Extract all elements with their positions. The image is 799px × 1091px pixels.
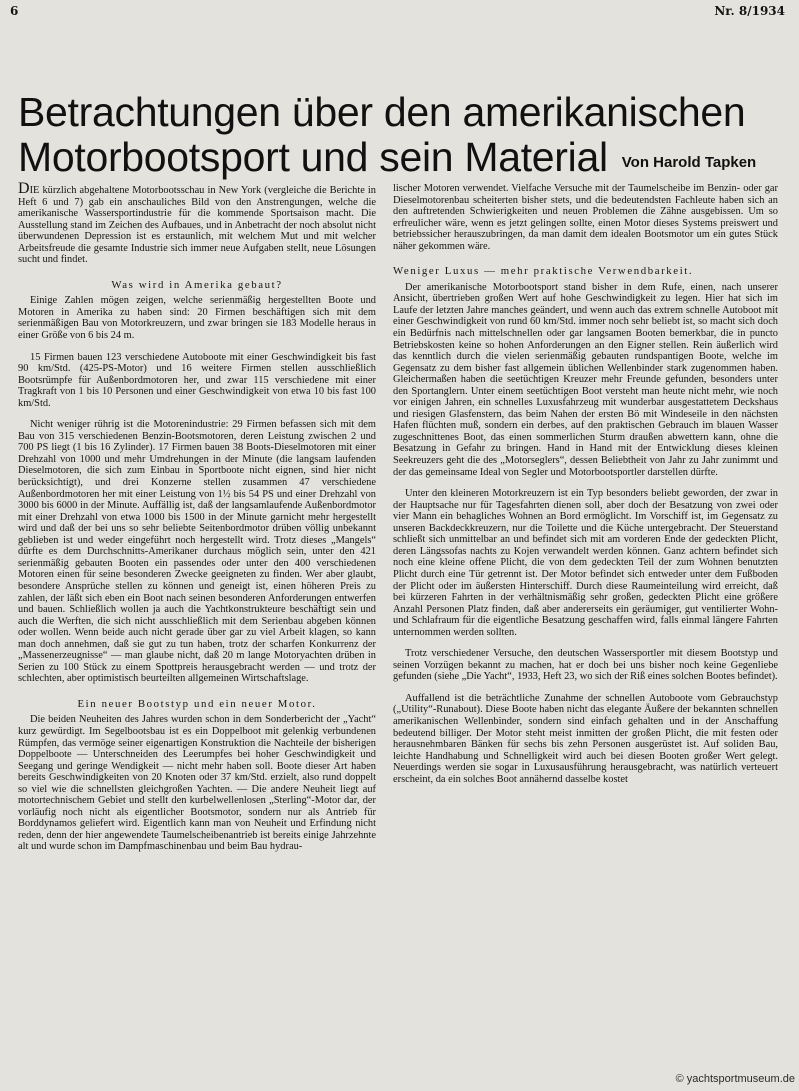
paragraph: Unter den kleineren Motorkreuzern ist ein Typ besonders beliebt geworden, der zwar in der Hauptsache nur für Tagesfahrten dienen soll, aber doch der Besatzung von zwei oder vier Mann ein behagliches Wohnen an Bord ermöglicht. Im Vorschiff ist, im Gegensatz zu unseren Backdeckkreuzern, nur die Toilette und die Küche untergebracht. Der Steuerstand schließt sich unmittelbar an und befindet sich mit am vorderen Ende der gedeckten Plicht, deren Längssofas nachts zu Kojen verwandelt werden können. Ganz achtern befindet sich noch eine kleine offene Plicht, die von dem gedeckten Teil der zum Wohnen benutzten Plicht durch eine Tür getrennt ist. Der Motor befindet sich entweder unter dem Fußboden der Plicht oder im äußersten Hinterschiff. Durch diese Raumeinteilung wird erreicht, daß bei kürzeren Fahrten in der verhältnismäßig sehr großen, gedeckten Plicht eine größere Anzahl Personen Platz finden, daß aber andererseits ein geräumiger, gut ventilierter Wohn- und Schlafraum für die eigentliche Besatzung geschaffen wird, falls einmal längere Fahrten unternommen werden sollten. (393, 488, 778, 638)
paragraph: Einige Zahlen mögen zeigen, welche serienmäßig hergestellten Boote und Motoren in Amerika zu haben sind: 20 Firmen beschäftigen sich mit dem serienmäßigen Bau von Motorkreuzern, und zwar bringen sie 183 Modelle heraus in einer Größe von 6 bis 24 m. (18, 295, 376, 342)
section-heading: Was wird in Amerika gebaut? (111, 278, 283, 291)
intro-paragraph: DIE kürzlich abgehaltene Motorbootsschau in New York (vergleiche die Berichte in Heft 6 und 7) gab ein anschauliches Bild von den Anstrengungen, welche die amerikanische Wassersportindustrie für die kommende Sportsaison macht. Die Ausstellung stand im Zeichen des Aufbaues, und in Anbetracht der noch absolut nicht überwundenen Depression ist es erstaunlich, mit welchem Mut und mit welcher Arbeitsfreude die gesamte Industrie sich immer neue Aufgaben stellt, neue Lösungen sucht und findet. (18, 180, 376, 266)
title-line-2: Motorbootsport und sein Material (18, 134, 608, 180)
paragraph: Die beiden Neuheiten des Jahres wurden schon in dem Sonderbericht der „Yacht“ kurz gewürdigt. Im Segelbootsbau ist es ein Doppelboot mit gelenkig verbundenen Rümpfen, das vermöge seiner eigenartigen Konstruktion die Nachteile der bisherigen Doppelboote — Unterschneiden des Leerumpfes bei hoher Geschwindigkeit und Seegang und geringe Wendigkeit — nicht mehr haben soll. Boote dieser Art haben bereits Geschwindigkeiten von 20 Knoten oder 37 km/Std. erzielt, also rund doppelt so viel wie die schnellsten gleichgroßen Yachten. — Die andere Neuheit liegt auf motortechnischem Gebiet und stellt den kurbelwellenlosen „Sterling“-Motor dar, der vorläufig noch nicht als eigentlicher Bootsmotor, sondern nur als Antrieb für Borddynamos geliefert wird. Eigentlich kann man von Neuheit und Erfindung nicht reden, denn der hier angewendete Taumelscheibenantrieb ist bereits einige Jahrzehnte alt und wurde schon im Dampfmaschinenbau und beim Bau hydrau- (18, 714, 376, 853)
section-heading: Ein neuer Bootstyp und ein neuer Motor. (77, 697, 317, 710)
author: Von Harold Tapken (621, 154, 757, 171)
drop-cap: D (18, 180, 30, 197)
paragraph: Trotz verschiedener Versuche, den deutschen Wassersportler mit diesem Bootstyp und seinen Vorzügen bekannt zu machen, hat er doch bei uns bisher noch keine Gegenliebe gefunden (siehe „Die Yacht“, 1933, Heft 23, wo sich der Riß eines solchen Bootes befindet). (393, 648, 778, 683)
page-number: 6 (10, 4, 19, 18)
paragraph: Auffallend ist die beträchtliche Zunahme der schnellen Autoboote vom Gebrauchstyp („Utility“-Runabout). Diese Boote haben nicht das elegante Äußere der bekannten schnellen amerikanischen Wellenbinder, sondern sind einfach gehalten und in der Anschaffung bedeutend billiger. Der Motor steht meist inmitten der großen Plicht, die mit festen oder herausnehmbaren Bänken für sechs bis zehn Personen ausgerüstet ist. Auf soliden Bau, leichte Handhabung und Schnelligkeit wird auch bei diesen Booten großer Wert gelegt. Neuerdings werden sie sogar in Luxusausführung herausgebracht, was natürlich verteuert erscheint, da ein solches Boot annähernd dasselbe kostet (393, 692, 778, 785)
paragraph: Nicht weniger rührig ist die Motorenindustrie: 29 Firmen befassen sich mit dem Bau von 315 verschiedenen Benzin-Bootsmotoren, deren Leistung zwischen 2 und 700 PS liegt (1 bis 16 Zylinder). 17 Firmen bauen 38 Boots-Dieselmotoren mit einer Drehzahl von 1000 und mehr Umdrehungen in der Minute (die langsam laufenden Dieselmotoren, die sich zum Einbau in Sportboote nicht eignen, sind hier nicht berücksichtigt), und drei Konzerne stellen zusammen 47 verschiedene Außenbordmotoren her mit einer Leistung von 1½ bis 54 PS und einer Drehzahl von 3000 bis 6000 in der Minute. Auffällig ist, daß der langsamlaufende Außenbordmotor mit einer Drehzahl von etwa 1000 bis 1500 in der Minute garnicht mehr hergestellt wird und daß der bei uns so sehr beliebte Seitenbordmotor drüben völlig unbekannt geblieben ist und weder eingeführt noch hergestellt wird. Trotz dieses „Mangels“ dürfte es dem Durchschnitts-Amerikaner durchaus möglich sein, unter den 421 serienmäßig gebauten Booten ein passendes oder unter den 400 verschiedenen Motoren einen für seine besonderen Zwecke geeigneten zu finden. Wer aber glaubt, besondere Ansprüche stellen zu können und geneigt ist, einen höheren Preis zu zahlen, der läßt sich eben ein Boot nach seinen besonderen Anforderungen entwerfen und bauen. Schließlich wollen ja auch die Yachtkonstrukteure beschäftigt sein und auch die Werften, die sich nicht ausschließlich mit dem Serienbau abgeben können oder wollen. Wenn beide auch nicht gerade über gar zu viel Arbeit klagen, so kann man doch annehmen, daß sie gut zu tun haben, trotz der scharfen Konkurrenz der „Massenerzeugnisse“ — man glaube nicht, daß 20 m lange Motoryachten drüben in Serien zu 100 Stück zu einem Spottpreis herausgebracht werden — und trotz der schlechten, aber optimistisch beurteilten allgemeinen Wirtschaftslage. (18, 419, 376, 685)
right-column (393, 183, 778, 785)
watermark: © yachtsportmuseum.de (675, 1073, 795, 1085)
paragraph: lischer Motoren verwendet. Vielfache Versuche mit der Taumelscheibe im Benzin- oder gar Dieselmotorenbau scheiterten bisher stets, und die bedeutendsten Fachleute haben sich an den auftretenden Schwierigkeiten und neuen Problemen die Zähne ausgebissen. Um so erfreulicher wäre, wenn es jetzt gelingen sollte, einen Motor dieses Systems preiswert und betriebssicher herauszubringen, da man damit dem idealen Bootsmotor um ein gutes Stück näher gekommen wäre. (393, 183, 778, 252)
paragraph: Der amerikanische Motorbootsport stand bisher in dem Rufe, einen, nach unserer Ansicht, übertrieben großen Wert auf hohe Geschwindigkeit zu legen. Hier hat sich im Laufe der letzten Jahre manches geändert, und wenn auch das extrem schnelle Autoboot mit einer Geschwindigkeit von rund 60 km/Std. immer noch sehr beliebt ist, so macht sich doch ein Bedürfnis nach mittelschnellen oder gar langsamen Booten bemerkbar, die in puncto Betriebskosten keine so hohen Anforderungen an den Eigner stellen. Rein äußerlich wird das kenntlich durch die vielen serienmäßig gebauten rundspantigen Boote, welche im Gegensatz zu dem bisher fast allgemein üblichen Wellenbinder stark zugenommen haben. Gleichermaßen haben die seetüchtigen Kreuzer mehr Freunde gefunden, besonders unter den Sportanglern. Unter einem seetüchtigen Boot versteht man heute nicht mehr, wie noch vor einigen Jahren, ein schnelles Luxusfahrzeug mit wunderbar ausgestattetem Deckshaus und riesigen Glasfenstern, das beim Nahen der ersten Bö mit Windeseile in den nächsten Hafen flüchten muß, sondern ein derbes, auf den praktischen Gebrauch im blauen Wasser zugeschnittenes Boot, das einen sommerlichen Sturm draußen abwettern kann, ohne die Besatzung in Gefahr zu bringen. Hand in Hand mit der Entwicklung dieses kleinen Seekreuzers geht die des „Motorseglers“, dessen Beliebtheit von Jahr zu Jahr zunimmt und der das gemeinsame Ideal von Segler und Motorbootsportler darstellen dürfte. (393, 281, 778, 478)
title-line-1: Betrachtungen über den amerikanischen (18, 89, 746, 135)
issue-number: Nr. 8/1934 (714, 4, 785, 18)
paragraph: 15 Firmen bauen 123 verschiedene Autoboote mit einer Geschwindigkeit bis fast 90 km/Std. (425-PS-Motor) und 16 weitere Firmen stellen ausschließlich Bootsrümpfe für Außenbordmotoren her, und zwar 115 verschiedene mit einer Tragkraft von 1 bis 10 Personen und einer Geschwindigkeit von etwa 10 bis fast 100 km/Std. (18, 351, 376, 409)
section-heading: Weniger Luxus — mehr praktische Verwendbarkeit. (393, 265, 694, 278)
left-column (18, 180, 376, 853)
article-title (18, 90, 788, 185)
